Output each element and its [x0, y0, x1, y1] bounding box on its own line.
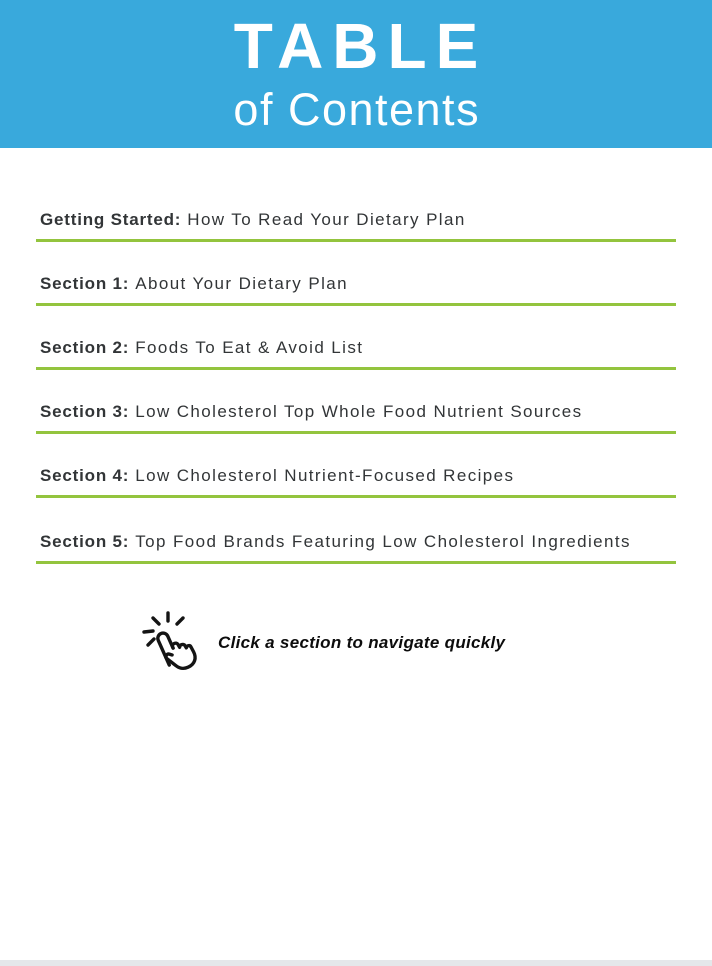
toc-item-label: Section 1: [40, 274, 123, 293]
toc-item-label: Section 2: [40, 338, 123, 357]
toc-item-separator: :: [122, 402, 130, 421]
toc-item-separator: :: [122, 338, 130, 357]
toc-item-label: Section 5: [40, 532, 123, 551]
navigation-hint-text: Click a section to navigate quickly: [218, 633, 506, 652]
toc-item-label: Getting Started: [40, 210, 175, 229]
toc-item-section-4[interactable]: [36, 466, 676, 498]
toc-item-title: Foods To Eat & Avoid List: [135, 338, 364, 357]
toc-item-title: Top Food Brands Featuring Low Cholesterol Ingredients: [135, 532, 631, 551]
toc-item-getting-started[interactable]: [36, 210, 676, 242]
page-title: TABLE: [233, 10, 488, 82]
toc-item-separator: :: [122, 532, 130, 551]
toc-item-section-1[interactable]: [36, 274, 676, 306]
toc-item-label: Section 3: [40, 402, 123, 421]
toc-item-separator: :: [122, 274, 130, 293]
page-subtitle: of Contents: [233, 84, 481, 135]
toc-item-title: Low Cholesterol Nutrient-Focused Recipes: [135, 466, 515, 485]
toc-item-title: Low Cholesterol Top Whole Food Nutrient Sources: [135, 402, 583, 421]
page-header: [0, 0, 712, 148]
toc-item-separator: :: [174, 210, 182, 229]
toc-item-title: How To Read Your Dietary Plan: [187, 210, 466, 229]
toc-item-label: Section 4: [40, 466, 123, 485]
navigation-hint: [0, 610, 712, 676]
toc-item-section-3[interactable]: [36, 402, 676, 434]
table-of-contents: [0, 148, 712, 564]
click-hand-icon: [140, 610, 204, 676]
toc-item-title: About Your Dietary Plan: [135, 274, 348, 293]
page-bottom-strip: [0, 960, 712, 966]
toc-item-separator: :: [122, 466, 130, 485]
toc-item-section-2[interactable]: [36, 338, 676, 370]
toc-item-section-5[interactable]: [36, 532, 676, 564]
